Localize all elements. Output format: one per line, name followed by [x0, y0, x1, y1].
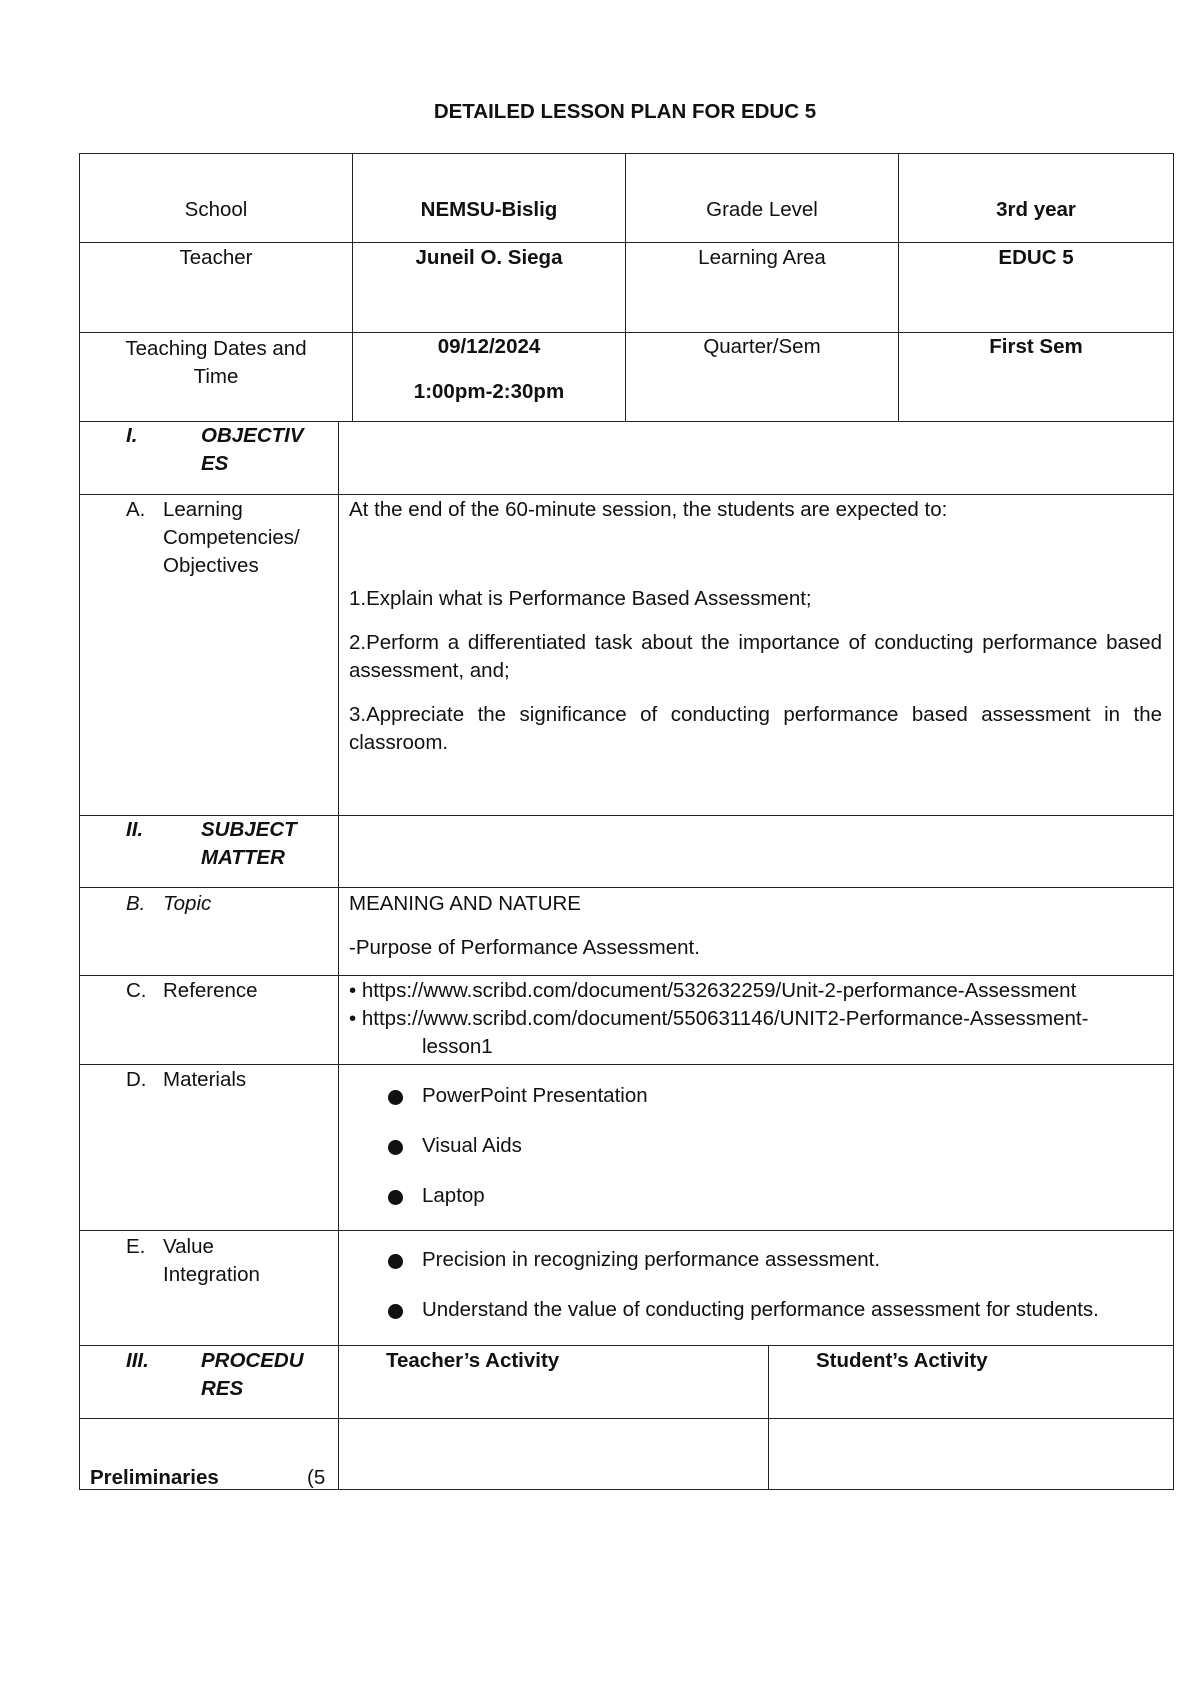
learning-competencies-label: [163, 496, 300, 580]
material-item: Laptop: [422, 1184, 485, 1207]
preliminaries-duration: (5: [307, 1466, 326, 1489]
bullet-icon: [388, 1304, 403, 1319]
procedures-heading-line2: RES: [201, 1377, 244, 1400]
document-title: DETAILED LESSON PLAN FOR EDUC 5: [433, 100, 817, 123]
value-integration-line1: Value: [163, 1235, 214, 1258]
objectives-heading-line2: ES: [201, 452, 229, 475]
reference-link-2[interactable]: • https://www.scribd.com/document/550631146/UNIT2-Performance-Assessment-: [349, 1007, 1089, 1030]
reference-content: [349, 977, 1169, 1061]
objectives-content: [349, 496, 1162, 757]
material-item: PowerPoint Presentation: [422, 1084, 648, 1107]
learning-competencies-line2: Competencies/: [163, 526, 300, 549]
subject-matter-heading-line1: SUBJECT: [201, 818, 297, 841]
school-label: School: [184, 198, 248, 221]
date-value: 09/12/2024: [437, 335, 541, 358]
teacher-label: Teacher: [179, 246, 253, 269]
bullet-icon: [388, 1090, 403, 1105]
teaching-dates-label-line1: Teaching Dates and: [125, 337, 307, 360]
learning-competencies-line1: Learning: [163, 498, 243, 521]
topic-content: [349, 890, 1162, 962]
value-item: Understand the value of conducting performance assessment for students.: [422, 1298, 1099, 1321]
topic-letter: B.: [126, 892, 146, 915]
value-integration-label: [163, 1233, 260, 1289]
teacher-activity-header: Teacher’s Activity: [386, 1349, 560, 1372]
bullet-icon: [388, 1140, 403, 1155]
procedures-numeral: III.: [126, 1349, 149, 1372]
objective-item-1: 1.Explain what is Performance Based Assessment;: [349, 587, 812, 610]
school-value: NEMSU-Bislig: [420, 198, 558, 221]
topic-subtitle: -Purpose of Performance Assessment.: [349, 936, 700, 959]
bullet-icon: [388, 1190, 403, 1205]
objectives-intro: At the end of the 60-minute session, the students are expected to:: [349, 498, 948, 521]
procedures-heading: [201, 1347, 304, 1403]
value-integration-line2: Integration: [163, 1263, 260, 1286]
subject-matter-heading-line2: MATTER: [201, 846, 285, 869]
value-item: Precision in recognizing performance assessment.: [422, 1248, 881, 1271]
quarter-value: First Sem: [989, 335, 1083, 358]
subject-matter-heading: [201, 816, 297, 872]
learning-area-label: Learning Area: [698, 246, 826, 269]
topic-title: MEANING AND NATURE: [349, 892, 581, 915]
material-item: Visual Aids: [422, 1134, 522, 1157]
bullet-icon: [388, 1254, 403, 1269]
procedures-heading-line1: PROCEDU: [201, 1349, 304, 1372]
learning-area-value: EDUC 5: [998, 246, 1074, 269]
teaching-dates-label: [80, 335, 352, 391]
preliminaries-label: Preliminaries: [90, 1466, 219, 1489]
time-value: 1:00pm-2:30pm: [413, 380, 565, 403]
quarter-label: Quarter/Sem: [703, 335, 821, 358]
grade-level-value: 3rd year: [996, 198, 1076, 221]
objectives-heading-line1: OBJECTIV: [201, 424, 304, 447]
materials-letter: D.: [126, 1068, 147, 1091]
value-integration-letter: E.: [126, 1235, 146, 1258]
objective-item-3: 3.Appreciate the significance of conducting performance based assessment in the classroom.: [349, 703, 1162, 754]
reference-label: Reference: [163, 979, 258, 1002]
teaching-dates-label-line2: Time: [193, 365, 239, 388]
reference-link-2-continued[interactable]: lesson1: [422, 1035, 493, 1058]
student-activity-header: Student’s Activity: [816, 1349, 988, 1372]
topic-label: Topic: [163, 892, 212, 915]
objectives-numeral: I.: [126, 424, 138, 447]
reference-link-1[interactable]: • https://www.scribd.com/document/532632259/Unit-2-performance-Assessment: [349, 979, 1077, 1002]
learning-competencies-line3: Objectives: [163, 554, 259, 577]
teacher-value: Juneil O. Siega: [415, 246, 563, 269]
subject-matter-numeral: II.: [126, 818, 144, 841]
objectives-a-letter: A.: [126, 498, 146, 521]
objectives-heading: [201, 422, 304, 478]
objective-item-2: 2.Perform a differentiated task about the importance of conducting performance based assessment, and;: [349, 631, 1162, 682]
materials-label: Materials: [163, 1068, 247, 1091]
reference-letter: C.: [126, 979, 147, 1002]
grade-level-label: Grade Level: [706, 198, 818, 221]
